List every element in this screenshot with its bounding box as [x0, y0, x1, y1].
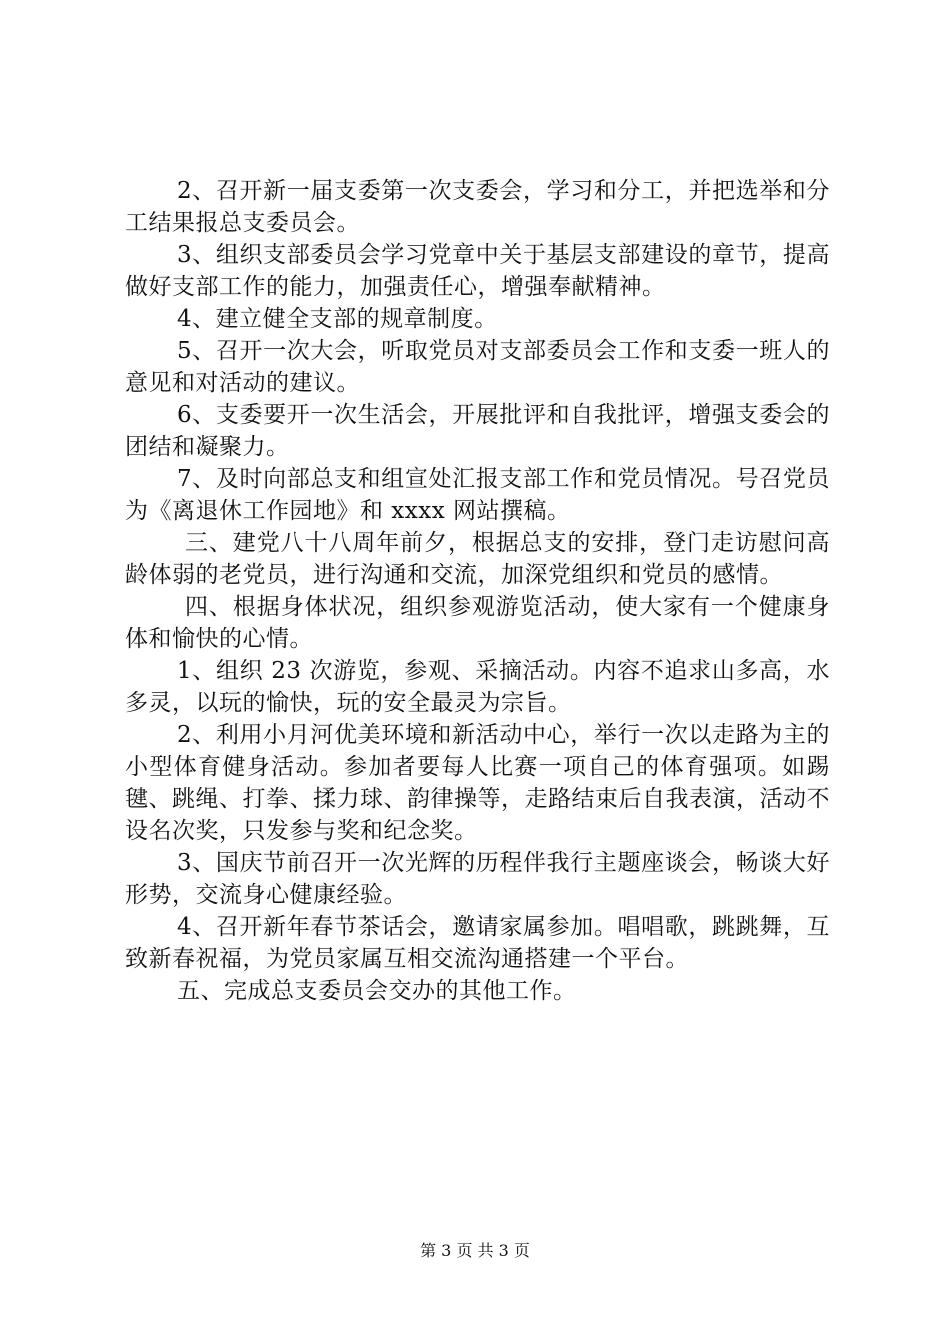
paragraph-item-3-symposium: 3、国庆节前召开一次光辉的历程伴我行主题座谈会，畅谈大好形势，交流身心健康经验。: [125, 850, 830, 908]
document-body: [125, 175, 830, 1007]
paragraph-item-4-tea-party: 4、召开新年春节茶话会，邀请家属参加。唱唱歌，跳跳舞，互致新春祝福，为党员家属互相交流沟通搭建一个平台。: [125, 914, 830, 972]
paragraph-item-2-meeting: 2、召开新一届支委第一次支委会，学习和分工，并把选举和分工结果报总支委员会。: [125, 178, 830, 236]
page-number-footer: 第 3 页 共 3 页: [420, 1241, 530, 1260]
paragraph-section-3-visit: 三、建党八十八周年前夕，根据总支的安排，登门走访慰问高龄体弱的老党员，进行沟通和交流，加深党组织和党员的感情。: [125, 530, 830, 588]
paragraph-item-7-report: 7、及时向部总支和组宣处汇报支部工作和党员情况。号召党员为《离退休工作园地》和 xxxx 网站撰稿。: [125, 466, 830, 524]
paragraph-item-4-rules: 4、建立健全支部的规章制度。: [177, 306, 498, 332]
paragraph-item-2-sports: 2、利用小月河优美环境和新活动中心，举行一次以走路为主的小型体育健身活动。参加者要每人比赛一项自己的体育强项。如踢毽、跳绳、打拳、揉力球、韵律操等，走路结束后自我表演，活动不设名次奖，只发参与奖和纪念奖。: [125, 722, 830, 844]
paragraph-item-3-study: 3、组织支部委员会学习党章中关于基层支部建设的章节，提高做好支部工作的能力，加强责任心，增强奉献精神。: [125, 242, 830, 300]
paragraph-section-4-activities: 四、根据身体状况，组织参观游览活动，使大家有一个健康身体和愉快的心情。: [125, 594, 830, 652]
paragraph-item-1-tour: 1、组织 23 次游览，参观、采摘活动。内容不追求山多高，水多灵，以玩的愉快，玩的安全最灵为宗旨。: [125, 658, 830, 716]
paragraph-item-6-life-meeting: 6、支委要开一次生活会，开展批评和自我批评，增强支委会的团结和凝聚力。: [125, 402, 830, 460]
paragraph-section-5-other: 五、完成总支委员会交办的其他工作。: [177, 978, 577, 1004]
paragraph-item-5-assembly: 5、召开一次大会，听取党员对支部委员会工作和支委一班人的意见和对活动的建议。: [125, 338, 830, 396]
